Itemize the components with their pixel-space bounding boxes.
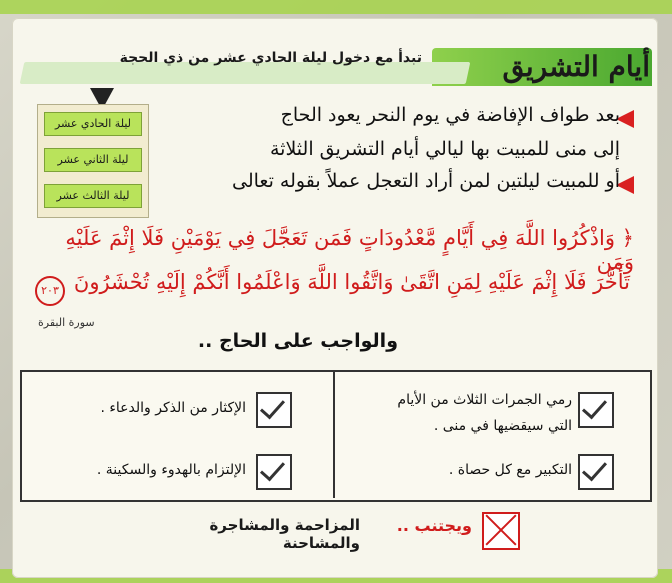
night-item-13: ليلة الثالث عشر (44, 184, 142, 208)
check-icon (578, 392, 614, 428)
night-item-12: ليلة الثاني عشر (44, 148, 142, 172)
duties-divider (333, 370, 335, 498)
intro-line-2: إلى منى للمبيت بها ليالي أيام التشريق الثلاثة (270, 138, 620, 160)
avoid-text: المزاحمة والمشاجرة والمشاحنة (209, 516, 360, 552)
duty-stone-line-1: رمي الجمرات الثلاث من الأيام (397, 392, 572, 408)
verse-line-1: ﴿ وَاذْكُرُوا اللَّهَ فِي أَيَّامٍ مَّعْدُودَاتٍ فَمَن تَعَجَّلَ فِي يَوْمَيْنِ فَلَا إِثْمَ عَلَيْهِ وَمَن (65, 226, 634, 274)
ayah-number: ٢٠٣ (35, 276, 65, 306)
x-mark-icon (482, 512, 520, 550)
intro-line-3: أو للمبيت ليلتين لمن أراد التعجل عملاً بقوله تعالى (232, 170, 620, 192)
check-icon (578, 454, 614, 490)
verse-source: سورة البقرة (38, 316, 95, 329)
top-stripe (0, 0, 672, 14)
verse-line-2: تَأَخَّرَ فَلَا إِثْمَ عَلَيْهِ لِمَنِ اتَّقَىٰ وَاتَّقُوا اللَّهَ وَاعْلَمُوا أَنَّكُمْ إِلَيْهِ تُحْشَرُونَ (73, 270, 630, 294)
duty-takbir: التكبير مع كل حصاة . (448, 462, 572, 478)
page-title: أيام التشريق (502, 50, 650, 83)
duty-calm: الإلتزام بالهدوء والسكينة . (96, 462, 246, 478)
check-icon (256, 392, 292, 428)
night-item-11: ليلة الحادي عشر (44, 112, 142, 136)
duty-stone-line-2: التي سيقضيها في منى . (433, 418, 572, 434)
duties-heading: والواجب على الحاج .. (197, 330, 398, 352)
avoid-label: ويجتنب .. (396, 516, 472, 535)
check-icon (256, 454, 292, 490)
subtitle: تبدأ مع دخول ليلة الحادي عشر من ذي الحجة (119, 50, 422, 66)
duty-dhikr: الإكثار من الذكر والدعاء . (100, 400, 246, 416)
intro-line-1: بعد طواف الإفاضة في يوم النحر يعود الحاج (280, 104, 620, 126)
